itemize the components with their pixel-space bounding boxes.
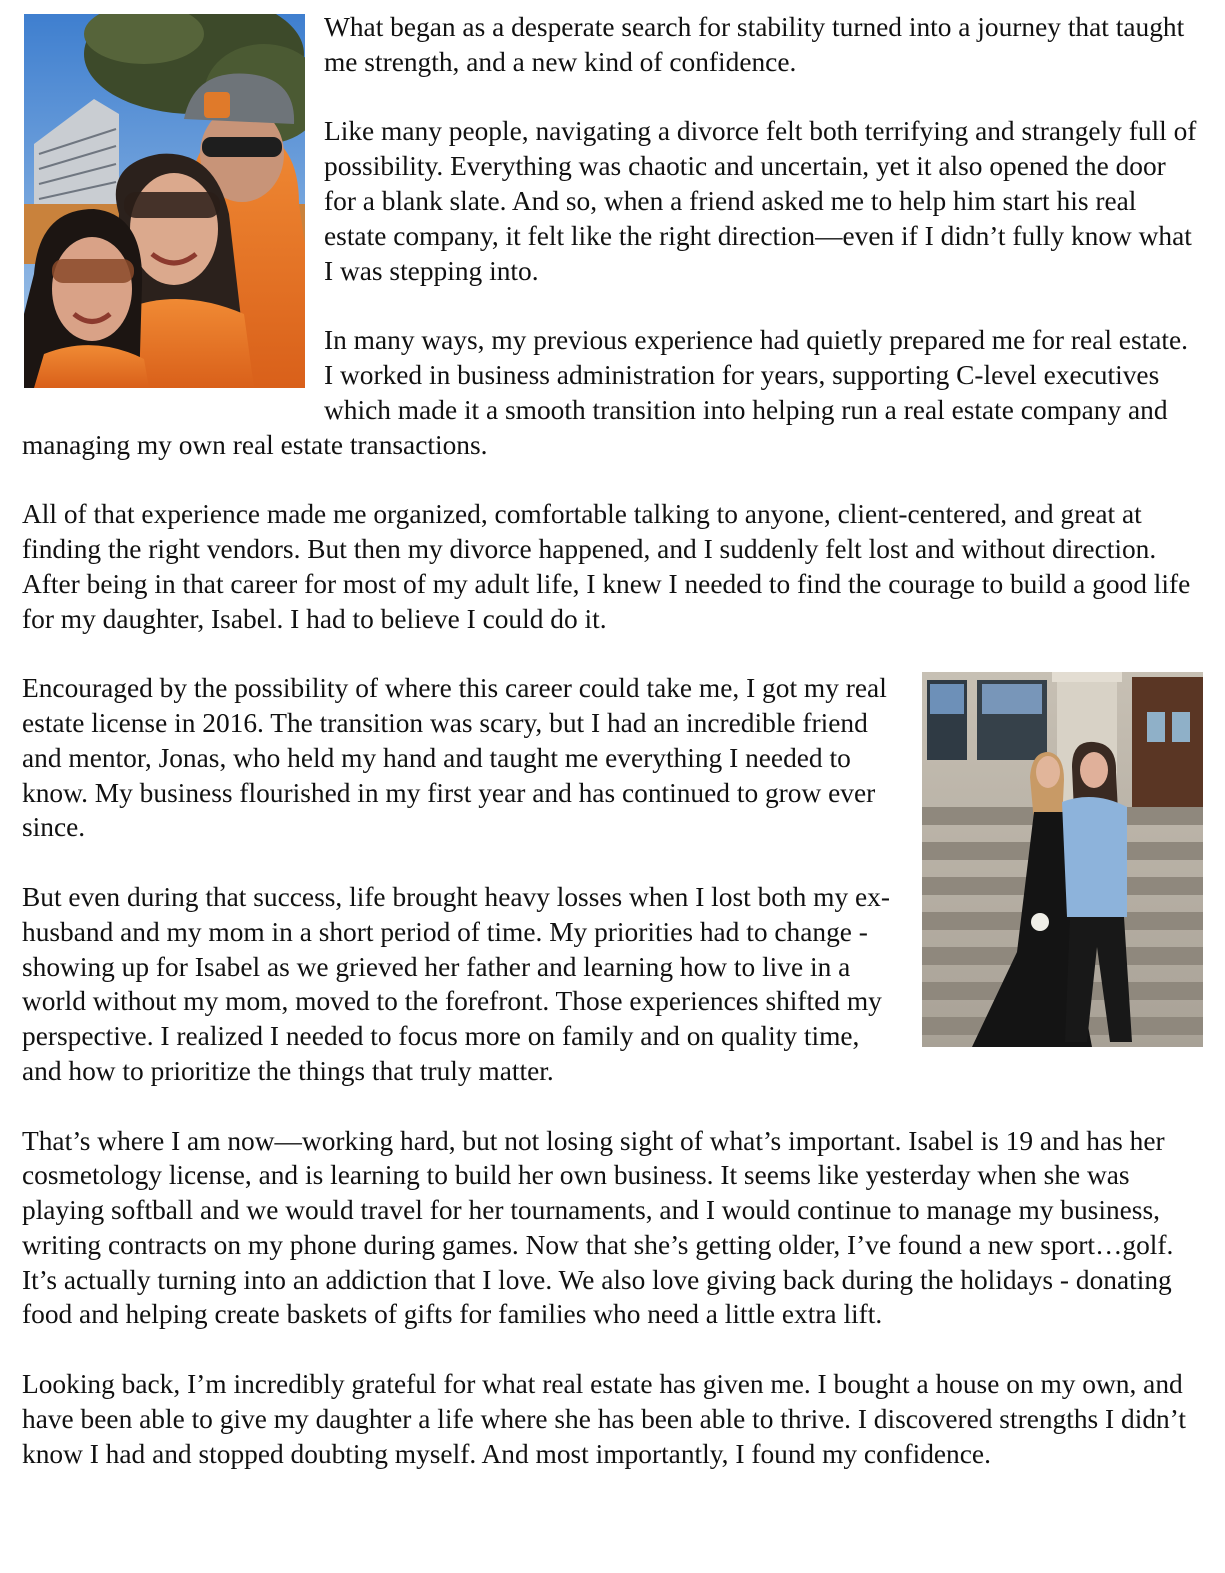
group-selfie-image xyxy=(24,14,305,388)
paragraph-divorce: Like many people, navigating a divorce felt both terrifying and strangely full of possibility. Everything was chaotic and uncertain, yet it also opened the door for a blank slate. And so, when a friend asked me to help him start his real estate company, it felt like the right direction—even if I didn’t fully know what I was stepping into. xyxy=(324,116,1197,286)
paragraph-losses: But even during that success, life brought heavy losses when I lost both my ex-husband and my mom in a short period of time. My priorities had to change - showing up for Isabel as we grieved her father and learning how to live in a world without my mom, moved to the forefront. Those experiences shifted my perspective. I realized I needed to focus more on family and on quality time, and how to prioritize the things that truly matter. xyxy=(22,881,890,1086)
paragraph-now: That’s where I am now—working hard, but not losing sight of what’s important. Isabel is 19 and has her cosmetology license, and is learning to build her own business. It seems like yesterday when she was playing softball and we would travel for her tournaments, and I would continue to manage my business, writing contracts on my phone during games. Now that she’s getting older, I’ve found a new sport…golf. It’s actually turning into an addiction that I love. We also love giving back during the holidays - donating food and helping create baskets of gifts for families who need a little extra lift. xyxy=(22,1125,1174,1330)
paragraph-looking-back: Looking back, I’m incredibly grateful for what real estate has given me. I bought a house on my own, and have been able to give my daughter a life where she has been able to thrive. I discovered strengths I didn’t know I had and stopped doubting myself. And most importantly, I found my confidence. xyxy=(22,1369,1186,1469)
group-selfie-photo xyxy=(24,14,305,388)
mother-daughter-photo xyxy=(922,672,1203,1047)
paragraph-experience: In many ways, my previous experience had quietly prepared me for real estate. I worked in business administration for years, supporting C-level executives which made it a smooth transition into helping run a real estate company and managing my own real estate transactions. xyxy=(22,325,1188,460)
article xyxy=(22,10,1200,1506)
paragraph-intro: What began as a desperate search for stability turned into a journey that taught me strength, and a new kind of confidence. xyxy=(324,12,1185,77)
paragraph-license: Encouraged by the possibility of where this career could take me, I got my real estate license in 2016. The transition was scary, but I had an incredible friend and mentor, Jonas, who held my hand and taught me everything I needed to know. My business flourished in my first year and has continued to grow ever since. xyxy=(22,673,887,843)
paragraph-courage: All of that experience made me organized, comfortable talking to anyone, client-centered, and great at finding the right vendors. But then my divorce happened, and I suddenly felt lost and without direction. After being in that career for most of my adult life, I knew I needed to find the courage to build a good life for my daughter, Isabel. I had to believe I could do it. xyxy=(22,499,1191,634)
mother-daughter-image xyxy=(922,672,1203,1047)
